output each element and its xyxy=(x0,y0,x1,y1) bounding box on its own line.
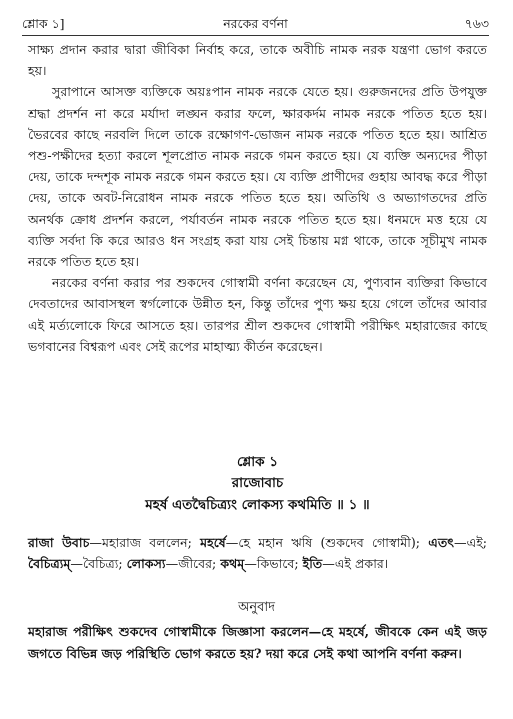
synonym-meaning: —এই প্রকার। xyxy=(322,556,389,571)
paragraph-2: সুরাপানে আসক্ত ব্যক্তিকে অয়ঃপান নামক নরকে যেতে হয়। গুরুজনদের প্রতি উপযুক্ত শ্রদ্ধা প্রদর্শন না করে মর্যাদা লঙ্ঘন করার ফলে, ক্ষারকর্দম নামক নরকে পতিত হতে হয়। ভৈরবের কাছে নরবলি দিলে তাকে রক্ষোগণ-ভোজন নামক নরকে পতিত হতে হয়। আশ্রিত পশু-পক্ষীদের হত্যা করলে শূলপ্রোত নামক নরকে গমন করতে হয়। যে ব্যক্তি অন্যদের পীড়া দেয়, তাকে দন্দশূক নামক নরকে গমন করতে হয়। যে ব্যক্তি প্রাণীদের গুহায় আবদ্ধ করে পীড়া দেয়, তাকে অবট-নিরোধন নামক নরকে পতিত হতে হয়। অতিথি ও অভ্যাগতদের প্রতি অনর্থক ক্রোধ প্রদর্শন করলে, পর্যাবর্তন নামক নরকে পতিত হতে হয়। ধনমদে মত্ত হয়ে যে ব্যক্তি সর্বদা কি করে আরও ধন সংগ্রহ করা যায় সেই চিন্তায় মগ্ন থাকে, তাকে সূচীমুখ নামক নরকে পতিত হতে হয়। xyxy=(28,84,487,270)
translation-text: মহারাজ পরীক্ষিৎ শুকদেব গোস্বামীকে জিজ্ঞাসা করলেন—হে মহর্ষে, জীবকে কেন এই জড় জগতে বিভিন্ন জড় পরিস্থিতি ভোগ করতে হয়? দয়া করে সেই কথা আপনি বর্ণনা করুন। xyxy=(28,624,487,661)
synonym-word: বৈচিত্র্যম্ xyxy=(28,556,71,571)
header-verse-ref: শ্লোক ১] xyxy=(22,16,65,31)
synonym-meaning: —হে মহান ঋষি (শুকদেব গোস্বামী); xyxy=(225,535,429,550)
synonym-meaning: —কিভাবে; xyxy=(244,556,303,571)
purport-body xyxy=(28,39,487,357)
synonym-meaning: —বৈচিত্র্য; xyxy=(70,556,127,571)
synonym-word: কথম্ xyxy=(220,556,245,571)
verse-speaker: রাজোবাচ xyxy=(231,475,284,491)
verse-sanskrit: মহর্ষ এতদ্বৈচিত্র্যং লোকস্য কথমিতি ॥ ১ ॥ xyxy=(145,497,370,513)
synonym-meaning: —জীবের; xyxy=(165,556,221,571)
header-chapter-title: নরকের বর্ণনা xyxy=(223,16,288,31)
translation-heading: অনুবাদ xyxy=(238,600,275,615)
synonym-word: রাজা উবাচ xyxy=(28,535,90,550)
synonym-meaning: —এই; xyxy=(454,535,487,550)
verse-number: শ্লোক ১ xyxy=(236,454,279,470)
running-header xyxy=(22,14,489,34)
verse-block xyxy=(28,452,487,516)
word-synonyms xyxy=(28,532,487,574)
synonym-word: মহর্ষে xyxy=(200,535,226,550)
paragraph-3: নরকের বর্ণনা করার পর শুকদেব গোস্বামী বর্ণনা করেছেন যে, পুণ্যবান ব্যক্তিরা কিভাবে দেবতাদের আবাসস্থল স্বর্গলোকে উন্নীত হন, কিন্তু তাঁদের পুণ্য ক্ষয় হয়ে গেলে তাঁদের আবার এই মর্ত্যলোকে ফিরে আসতে হয়। তারপর শ্রীল শুকদেব গোস্বামী পরীক্ষিৎ মহারাজের কাছে ভগবানের বিশ্বরূপ এবং সেই রূপের মাহাত্ম্য কীর্তন করেছেন। xyxy=(28,275,487,354)
synonym-meaning: —মহারাজ বললেন; xyxy=(89,535,201,550)
synonym-word: এতৎ xyxy=(428,535,455,550)
synonym-word: ইতি xyxy=(302,556,323,571)
header-divider xyxy=(22,35,489,36)
synonym-word: লোকস্য xyxy=(126,556,166,571)
page-number: ৭৬৩ xyxy=(464,16,489,31)
paragraph-1: সাক্ষ্য প্রদান করার দ্বারা জীবিকা নির্বাহ করে, তাকে অবীচি নামক নরক যন্ত্রণা ভোগ করতে হয়। xyxy=(28,42,487,79)
